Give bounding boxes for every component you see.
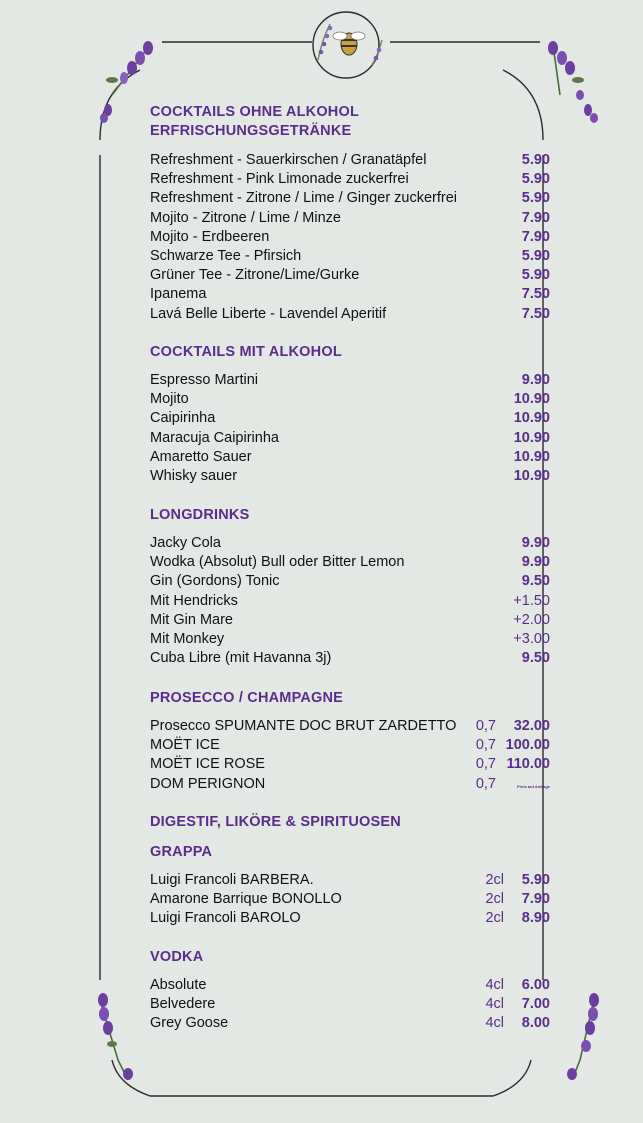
item-name: MOËT ICE: [150, 737, 220, 754]
menu-item: [150, 468, 550, 487]
section-title: VODKA: [150, 949, 204, 965]
item-price: +2.00: [513, 611, 550, 628]
section-longdrinks: [150, 506, 550, 669]
item-price: 110.00: [506, 756, 550, 773]
menu-item: [150, 910, 550, 929]
item-name: Wodka (Absolut) Bull oder Bitter Lemon: [150, 554, 405, 571]
section-cocktails-mit-alkohol: [150, 343, 550, 487]
item-name: Ipanema: [150, 286, 207, 303]
menu-item: [150, 391, 550, 410]
menu-item: [150, 891, 550, 910]
item-unit: 4cl: [485, 1015, 504, 1032]
item-price: 9.50: [521, 650, 550, 667]
item-unit: 2cl: [485, 872, 504, 888]
section-vodka: [150, 948, 550, 1035]
menu-item: [150, 248, 550, 267]
item-unit: 0,7: [475, 756, 496, 773]
item-price: 7.00: [521, 996, 550, 1013]
item-price: 5.90: [521, 190, 550, 207]
section-subtitle: ERFRISCHUNGSGETRÄNKE: [150, 123, 352, 139]
menu-item: [150, 152, 550, 171]
item-unit: 0,7: [475, 718, 496, 734]
item-name: Luigi Francoli BAROLO: [150, 910, 301, 927]
item-price: 7.50: [521, 305, 550, 322]
item-name: Caipirinha: [150, 410, 216, 427]
menu-item: [150, 190, 550, 209]
lavender-bottom-left-icon: [98, 993, 133, 1080]
menu-item: [150, 996, 550, 1015]
menu-item: [150, 210, 550, 229]
item-name: Refreshment - Sauerkirschen / Granatäpfel: [150, 152, 427, 168]
menu-item: [150, 756, 550, 775]
item-price: 5.90: [521, 152, 550, 168]
item-price: 6.00: [521, 977, 550, 993]
menu-item: [150, 286, 550, 305]
item-name: Refreshment - Zitrone / Lime / Ginger zuckerfrei: [150, 190, 458, 207]
menu-item: [150, 1015, 550, 1034]
item-price: 5.90: [521, 247, 550, 264]
section-prosecco-champagne: [150, 689, 550, 795]
item-name: Mojito - Zitrone / Lime / Minze: [150, 209, 341, 226]
item-price: 9.90: [521, 554, 550, 571]
section-digestif: [150, 813, 550, 832]
menu-item: [150, 573, 550, 592]
item-name: Espresso Martini: [150, 372, 258, 388]
lavender-top-left-icon: [100, 41, 153, 123]
menu-item: [150, 267, 550, 286]
item-price: 5.90: [521, 267, 550, 284]
section-cocktails-ohne-alkohol: [150, 103, 550, 325]
item-name: MOËT ICE ROSE: [150, 756, 265, 773]
item-price: 100.00: [505, 737, 550, 754]
section-title: DIGESTIF, LIKÖRE & SPIRITUOSEN: [150, 814, 401, 830]
item-price: 7.50: [521, 286, 550, 303]
menu-item: [150, 372, 550, 391]
menu-item: [150, 554, 550, 573]
item-price: 9.90: [521, 372, 550, 388]
item-price: 10.90: [513, 448, 550, 465]
item-name: Amarone Barrique BONOLLO: [150, 891, 342, 908]
menu-item: [150, 449, 550, 468]
section-grappa: [150, 843, 550, 930]
menu-item: [150, 410, 550, 429]
item-price: 32.00: [513, 718, 550, 734]
item-price: 7.90: [521, 228, 550, 245]
section-title: LONGDRINKS: [150, 507, 250, 523]
item-price: 9.90: [521, 535, 550, 551]
item-name: Grüner Tee - Zitrone/Lime/Gurke: [150, 267, 360, 284]
item-price: 8.00: [521, 1015, 550, 1032]
item-name: DOM PERIGNON: [150, 775, 266, 792]
item-name: Schwarze Tee - Pfirsich: [150, 247, 302, 264]
item-price: 10.90: [513, 410, 550, 427]
menu-item: [150, 171, 550, 190]
section-title: COCKTAILS OHNE ALKOHOL: [150, 104, 360, 120]
section-title: COCKTAILS MIT ALKOHOL: [150, 344, 342, 360]
item-name: Grey Goose: [150, 1015, 229, 1032]
item-name: Jacky Cola: [150, 535, 221, 551]
menu-item: [150, 872, 550, 891]
item-price: 5.90: [521, 171, 550, 188]
section-title: GRAPPA: [150, 844, 213, 860]
item-unit: 2cl: [485, 910, 504, 927]
item-name: Mojito: [150, 391, 189, 408]
item-name: Belvedere: [150, 996, 216, 1013]
item-unit: 0,7: [475, 737, 496, 754]
item-price: 10.90: [513, 391, 550, 408]
item-unit: 4cl: [485, 996, 504, 1013]
menu-item: [150, 737, 550, 756]
section-title: PROSECCO / CHAMPAGNE: [150, 690, 344, 706]
menu-item: [150, 977, 550, 996]
menu-item: [150, 631, 550, 650]
item-name: Amaretto Sauer: [150, 448, 252, 465]
item-price: +1.50: [513, 592, 550, 609]
lavender-top-right-icon: [548, 41, 598, 123]
item-price: 7.90: [521, 209, 550, 226]
item-price: 8.90: [521, 910, 550, 927]
menu-item: [150, 612, 550, 631]
item-price: 9.50: [521, 573, 550, 590]
item-name: Gin (Gordons) Tonic: [150, 573, 280, 590]
item-name: Cuba Libre (mit Havanna 3j): [150, 650, 332, 667]
item-name: Mit Hendricks: [150, 592, 238, 609]
item-unit: 4cl: [485, 977, 504, 993]
item-price: 7.90: [521, 891, 550, 908]
menu-item: [150, 535, 550, 554]
menu-item: [150, 229, 550, 248]
menu-item: [150, 306, 550, 325]
item-price: 5.90: [521, 872, 550, 888]
item-name: Mit Gin Mare: [150, 611, 233, 628]
item-price: +3.00: [513, 630, 550, 647]
item-price: 10.90: [513, 429, 550, 446]
menu-item: [150, 776, 550, 795]
item-name: Whisky sauer: [150, 467, 238, 484]
item-name: Refreshment - Pink Limonade zuckerfrei: [150, 171, 409, 188]
item-name: Maracuja Caipirinha: [150, 429, 279, 446]
menu-item: [150, 650, 550, 669]
item-name: Mit Monkey: [150, 630, 225, 647]
item-unit: 0,7: [475, 775, 496, 792]
item-name: Prosecco SPUMANTE DOC BRUT ZARDETTO: [150, 718, 457, 734]
item-name: Luigi Francoli BARBERA.: [150, 872, 314, 888]
menu-item: [150, 718, 550, 737]
menu-item: [150, 430, 550, 449]
item-name: Mojito - Erdbeeren: [150, 228, 270, 245]
lavender-bottom-right-icon: [567, 993, 599, 1080]
item-price: 10.90: [513, 467, 550, 484]
menu-item: [150, 593, 550, 612]
item-name: Absolute: [150, 977, 207, 993]
item-unit: 2cl: [485, 891, 504, 908]
item-name: Lavá Belle Liberte - Lavendel Aperitif: [150, 305, 387, 322]
item-price: Preis auf Anfrage: [517, 783, 550, 789]
bee-medallion-icon: [313, 12, 382, 78]
